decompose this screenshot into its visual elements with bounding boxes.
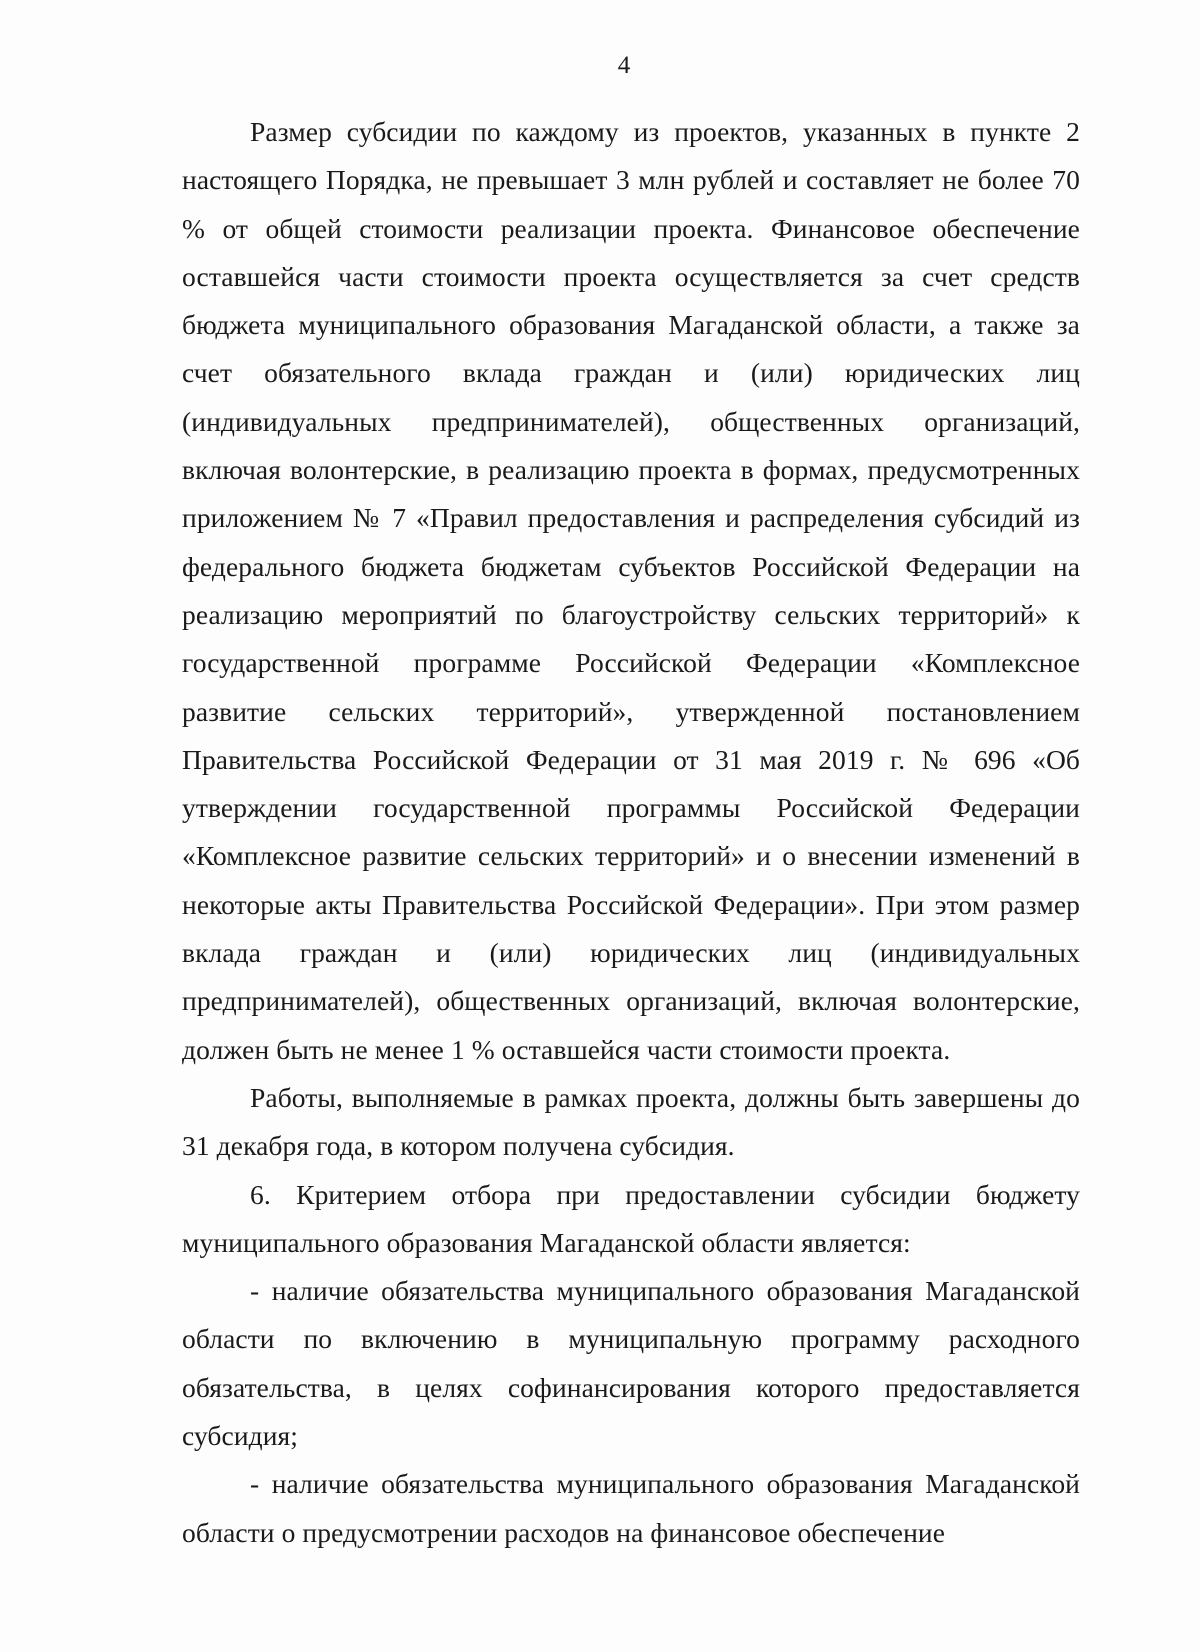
paragraph-criterion-item-2: - наличие обязательства муниципального образования Магаданской области о предусмотрении расходов на финансовое обеспечение bbox=[182, 1468, 1080, 1548]
paragraph-selection-criterion: 6. Критерием отбора при предоставлении субсидии бюджету муниципального образования Магаданской области является: bbox=[182, 1178, 1080, 1258]
paragraph-subsidy-size: Размер субсидии по каждому из проектов, указанных в пункте 2 настоящего Порядка, не превышает 3 млн рублей и составляет не более 70 % от общей стоимости реализации проекта. Финансовое обеспечение оставшейся части стоимости проекта осуществляется за счет средств бюджета муниципального образования Магаданской области, а также за счет обязательного вклада граждан и (или) юридических лиц (индивидуальных предпринимателей), общественных организаций, включая волонтерские, в реализацию проекта в формах, предусмотренных приложением № 7 «Правил предоставления и распределения субсидий из федерального бюджета бюджетам субъектов Российской Федерации на реализацию мероприятий по благоустройству сельских территорий» к государственной программе Российской Федерации «Комплексное развитие сельских территорий», утвержденной постановлением Правительства Российской Федерации от 31 мая 2019 г. № 696 «Об утверждении государственной программы Российской Федерации «Комплексное развитие сельских территорий» и о внесении изменений в некоторые акты Правительства Российской Федерации». При этом размер вклада граждан и (или) юридических лиц (индивидуальных предпринимателей), общественных организаций, включая волонтерские, должен быть не менее 1 % оставшейся части стоимости проекта. bbox=[182, 116, 1080, 1065]
paragraph-work-deadline: Работы, выполняемые в рамках проекта, должны быть завершены до 31 декабря года, в котором получена субсидия. bbox=[182, 1081, 1080, 1162]
page-number: 4 bbox=[617, 52, 631, 79]
document-body bbox=[182, 108, 1080, 1557]
paragraph-criterion-item-1: - наличие обязательства муниципального образования Магаданской области по включению в муниципальную программу расходного обязательства, в целях софинансирования которого предоставляется субсидия; bbox=[182, 1275, 1080, 1452]
